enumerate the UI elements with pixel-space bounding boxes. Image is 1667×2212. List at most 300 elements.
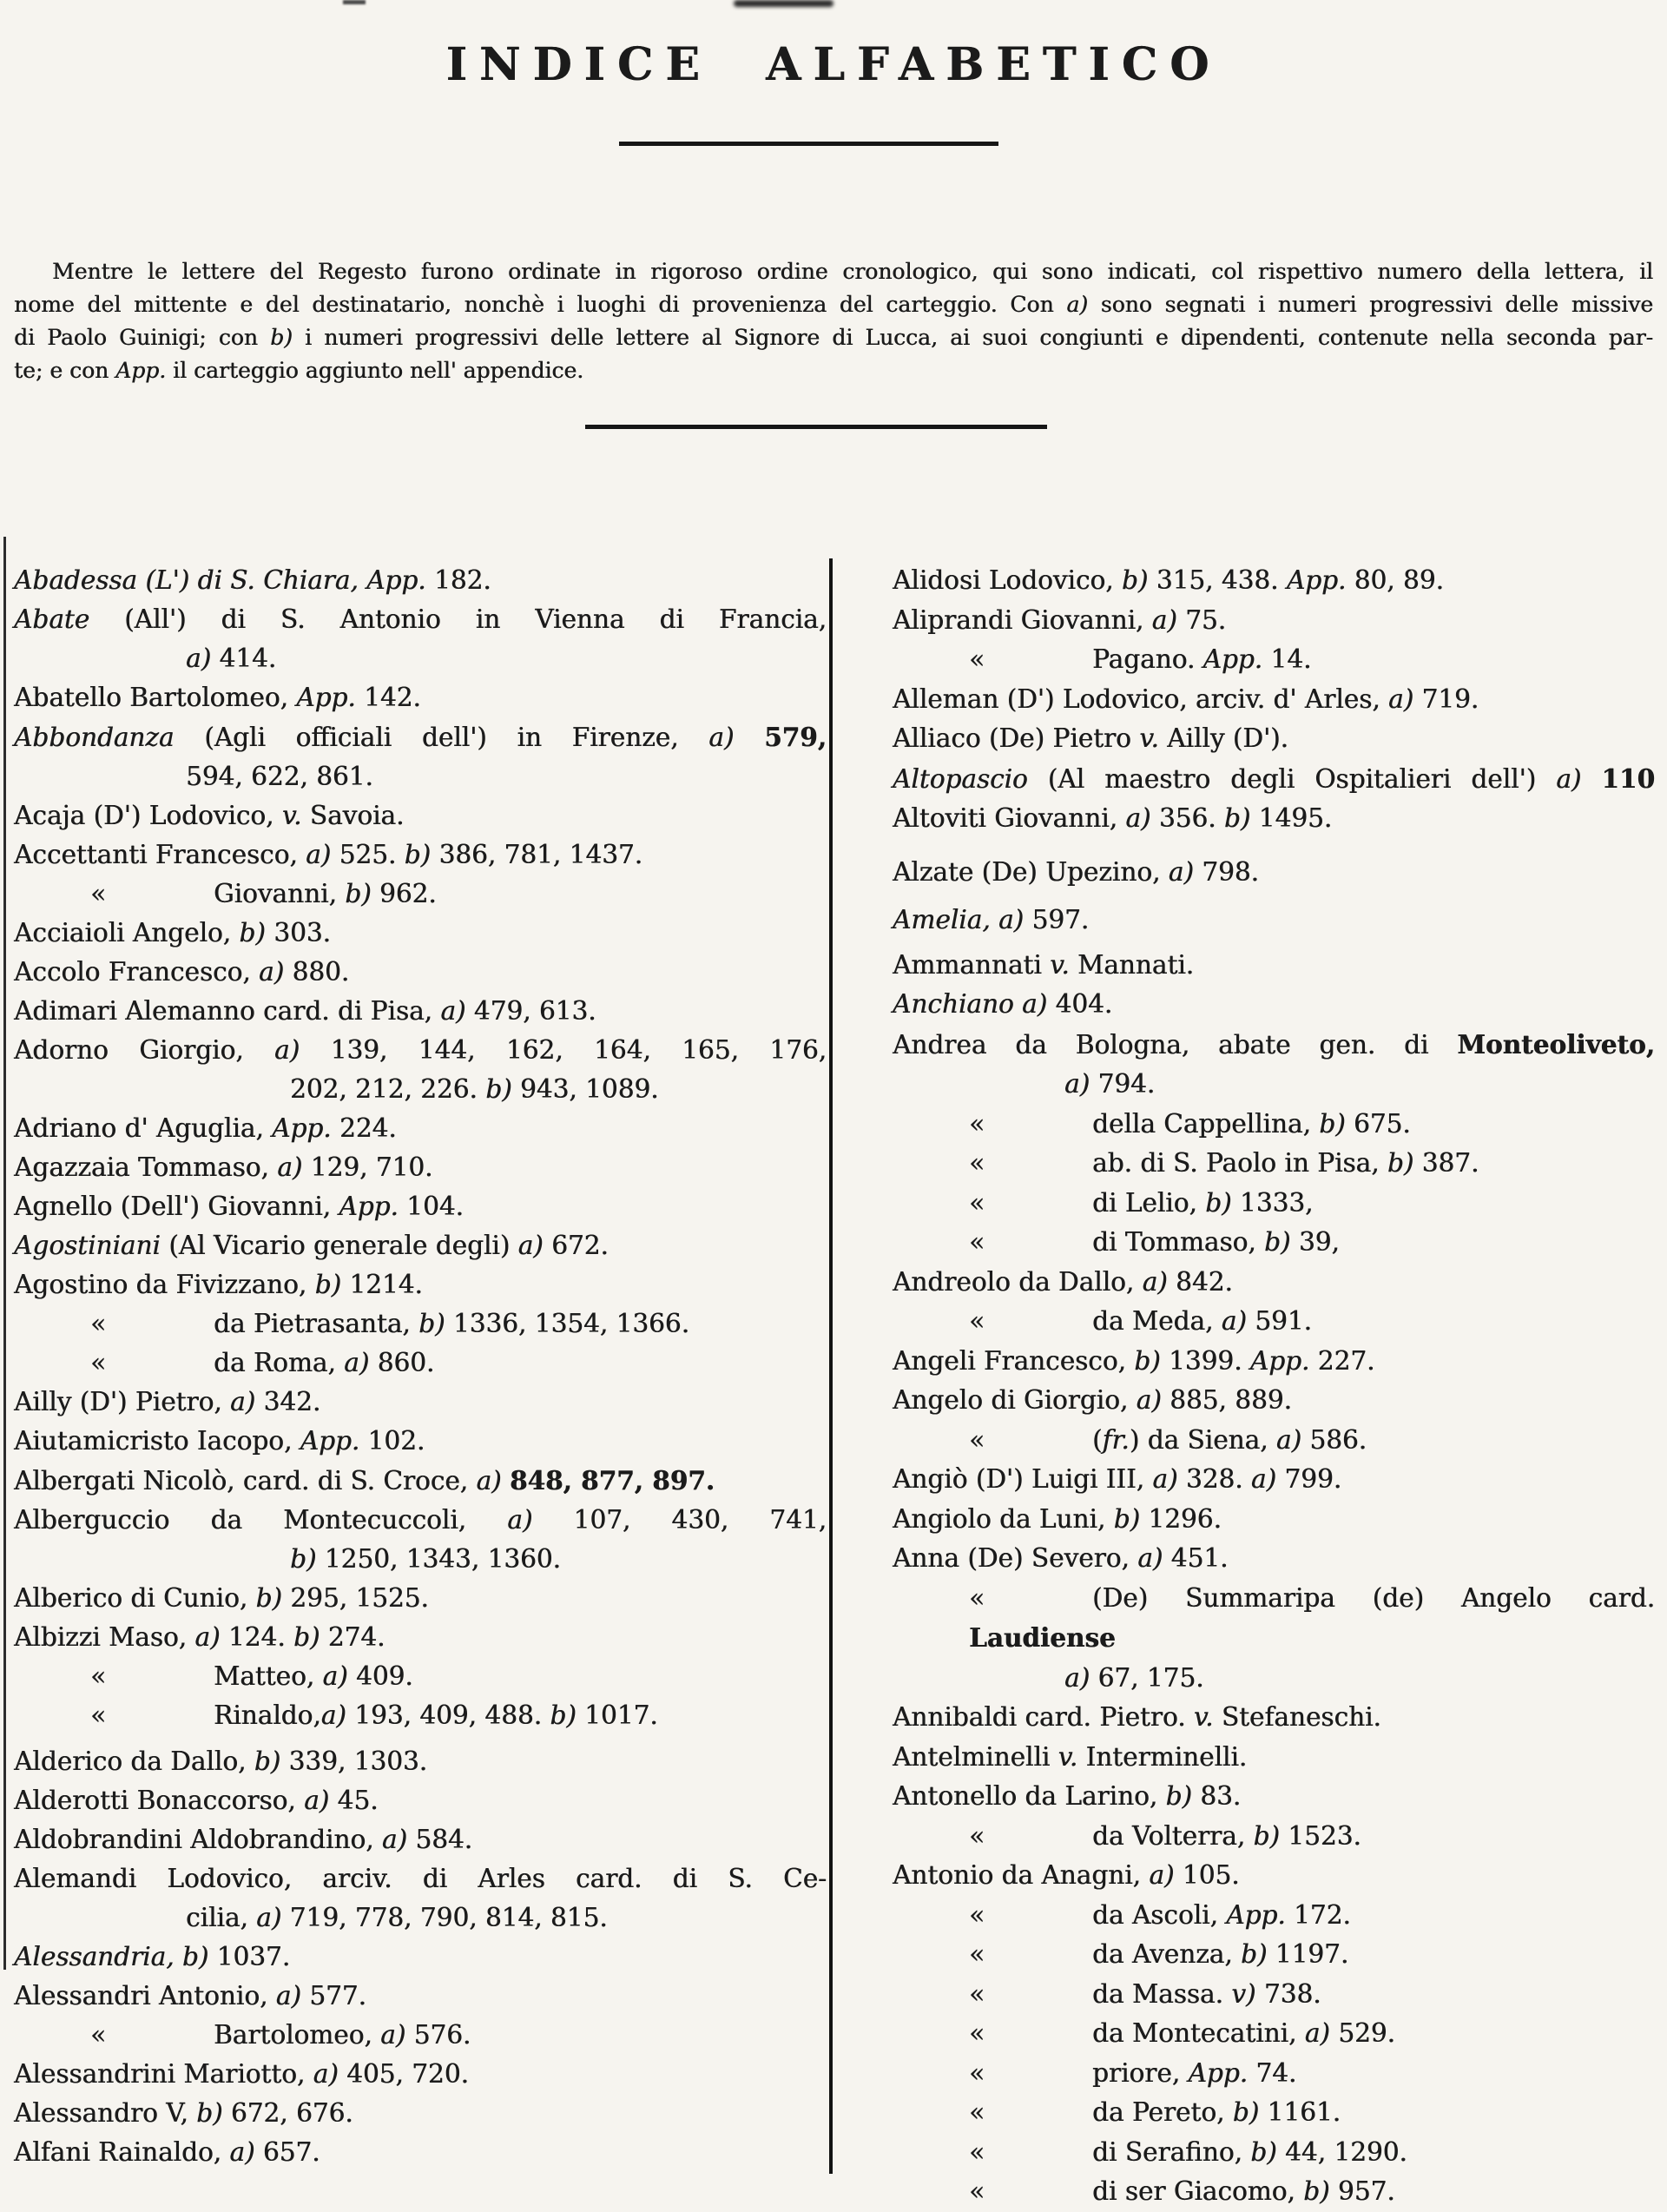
index-entry-line xyxy=(14,1977,827,2016)
text-segment: Alfani Rainaldo, xyxy=(14,2137,230,2167)
text-segment: 202, 212, 226. xyxy=(290,1074,486,1104)
text-segment: da Massa. xyxy=(1092,1978,1232,2009)
text-segment: Alessandrini Mariotto, xyxy=(14,2059,313,2089)
text-segment: Acciaioli Angelo, xyxy=(14,918,240,948)
text-segment: App. xyxy=(1286,565,1347,595)
text-segment: 597. xyxy=(1024,905,1090,934)
text-segment: 303. xyxy=(265,918,331,948)
text-segment: 584. xyxy=(407,1825,473,1854)
text-segment: Agazzaia Tommaso, xyxy=(14,1152,278,1182)
ditto-mark: « xyxy=(90,2020,107,2050)
ditto-mark: « xyxy=(969,2176,985,2206)
text-segment: Aliprandi Giovanni, xyxy=(893,604,1152,635)
text-segment: Alleman (D') Lodovico, arciv. d' Arles, xyxy=(893,683,1388,714)
text-segment: Adorno Giorgio, xyxy=(14,1035,275,1065)
text-segment: b) xyxy=(196,2098,223,2128)
text-segment: della Cappellina, xyxy=(1092,1108,1320,1139)
text-segment: 328. xyxy=(1177,1464,1251,1494)
text-segment: (Al Vicario generale degli) xyxy=(160,1231,518,1260)
text-segment: (De) Summaripa (de) Angelo card. xyxy=(1092,1582,1655,1613)
text-segment: v. xyxy=(1139,723,1159,753)
text-segment: 227. xyxy=(1309,1345,1375,1376)
scan-artifact xyxy=(343,0,366,4)
text-segment: Annibaldi card. Pietro. xyxy=(893,1702,1194,1732)
text-segment: sono segnati i numeri progressivi delle missive xyxy=(1088,292,1653,317)
text-segment: 110 xyxy=(1601,763,1655,794)
text-segment: 798. xyxy=(1193,856,1259,887)
text-segment: priore, xyxy=(1092,2057,1189,2088)
text-segment: b) xyxy=(550,1700,577,1730)
text-segment: 107, 430, 741, xyxy=(532,1505,827,1535)
text-segment: Mentre le lettere del Regesto furono ordinate in rigoroso ordine cronologico, qui sono indicati, col rispettivo numero della lettera, il xyxy=(52,259,1653,284)
index-entry-line xyxy=(893,1659,1655,1699)
text-segment: Aldobrandini Aldobrandino, xyxy=(14,1825,382,1854)
text-segment: Agostiniani xyxy=(14,1231,161,1260)
text-segment: fr. xyxy=(1102,1424,1130,1455)
text-segment: 39, xyxy=(1290,1227,1340,1257)
index-entry-line xyxy=(14,796,827,835)
text-segment: a) xyxy=(1137,1543,1163,1573)
index-entry-line xyxy=(14,1579,827,1618)
index-entry-line xyxy=(14,1898,827,1938)
index-entry-line xyxy=(893,946,1655,986)
index-entry-line xyxy=(14,1304,827,1344)
text-segment: Acaja (D') Lodovico, xyxy=(14,801,282,830)
text-segment: a) xyxy=(708,723,735,752)
text-segment: a) xyxy=(1556,763,1582,794)
text-segment: v. xyxy=(1050,949,1070,980)
ditto-mark: « xyxy=(969,1148,985,1178)
text-segment: 1336, 1354, 1366. xyxy=(445,1309,689,1338)
text-segment: a) xyxy=(380,2020,406,2050)
ditto-mark: « xyxy=(969,1978,985,2009)
text-segment: 719, 778, 790, 814, 815. xyxy=(281,1903,608,1932)
ditto-mark: « xyxy=(969,1108,985,1139)
text-segment: a) xyxy=(275,1981,301,2011)
intro-line xyxy=(14,288,1653,321)
index-entry-line xyxy=(893,1263,1655,1303)
ditto-mark: « xyxy=(90,1661,107,1691)
text-segment: b) xyxy=(270,325,293,350)
text-segment: 315, 438. xyxy=(1148,565,1287,595)
text-segment: Alessandri Antonio, xyxy=(14,1981,276,2011)
text-segment: v. xyxy=(1058,1741,1078,1772)
text-segment: 591. xyxy=(1246,1306,1312,1336)
index-entry-line xyxy=(14,1383,827,1422)
text-segment: 14. xyxy=(1262,644,1312,674)
text-segment: nome del mittente e del destinatario, nonchè i luoghi di provenienza del carteggio. Con xyxy=(14,292,1067,317)
text-segment: Alemandi Lodovico, arciv. di Arles card. di S. Ce- xyxy=(14,1864,827,1893)
text-segment: 885, 889. xyxy=(1161,1385,1292,1415)
index-entry-line xyxy=(893,2014,1655,2054)
ditto-mark: « xyxy=(90,1309,107,1338)
index-entry-line xyxy=(14,1461,827,1501)
text-segment: te; e con xyxy=(14,358,116,383)
text-segment: b) xyxy=(418,1309,445,1338)
text-segment: Antelminelli xyxy=(893,1741,1058,1772)
ditto-mark: « xyxy=(969,2057,985,2088)
index-entry-line xyxy=(893,1698,1655,1738)
text-segment: App. xyxy=(339,1192,399,1221)
text-segment: 80, 89. xyxy=(1346,565,1444,595)
text-segment: 848, 877, 897. xyxy=(509,1465,715,1496)
text-segment: Anchiano xyxy=(893,989,1014,1019)
text-segment: 414. xyxy=(211,644,277,673)
text-segment: b) xyxy=(1223,803,1251,833)
index-entry-line xyxy=(893,561,1655,601)
text-segment: a) xyxy=(1388,683,1414,714)
scan-artifact xyxy=(734,0,834,7)
text-segment: Albizzi Maso, xyxy=(14,1622,195,1652)
index-entry-line xyxy=(893,1342,1655,1382)
index-entry-line xyxy=(893,1421,1655,1461)
text-segment: a) xyxy=(381,1825,407,1854)
text-segment: 105. xyxy=(1174,1860,1240,1890)
text-segment: a) xyxy=(306,840,332,869)
index-entry-line xyxy=(14,561,827,600)
text-segment: b) xyxy=(255,1583,282,1613)
text-segment: a) xyxy=(322,1661,348,1691)
text-segment: 1296. xyxy=(1140,1503,1222,1534)
text-segment: a) xyxy=(1250,1464,1277,1494)
text-segment: a) xyxy=(1136,1385,1162,1415)
text-segment: a) xyxy=(1304,2018,1330,2048)
text-segment: di ser Giacomo, xyxy=(1092,2176,1304,2206)
text-segment: 342. xyxy=(255,1387,321,1416)
text-segment: 962. xyxy=(371,879,437,908)
text-segment: 1523. xyxy=(1279,1820,1361,1851)
text-segment: a) xyxy=(1275,1424,1301,1455)
text-segment: 738. xyxy=(1255,1978,1321,2009)
index-entry-line xyxy=(893,2054,1655,2094)
index-entry-line xyxy=(893,1025,1655,1066)
index-entry-line xyxy=(14,2094,827,2133)
text-segment: b) xyxy=(485,1074,512,1104)
index-entry-line xyxy=(14,1422,827,1461)
index-entry-line xyxy=(14,1742,827,1781)
column-divider xyxy=(829,558,833,2174)
text-segment: 1495. xyxy=(1250,803,1333,833)
text-segment: 75. xyxy=(1176,604,1227,635)
index-entry-line xyxy=(893,640,1655,680)
ditto-mark: « xyxy=(969,2018,985,2048)
index-entry-line xyxy=(14,835,827,875)
text-segment: 1214. xyxy=(340,1270,423,1299)
text-segment: il carteggio aggiunto nell' appendice. xyxy=(166,358,584,383)
text-segment: b) xyxy=(1134,1345,1161,1376)
index-entry-line xyxy=(893,2133,1655,2173)
text-segment: b) xyxy=(1113,1503,1140,1534)
text-segment: 124. xyxy=(220,1622,293,1652)
index-entry-line xyxy=(893,1856,1655,1896)
page-title: INDICE ALFABETICO xyxy=(445,38,1222,91)
text-segment: b) xyxy=(1205,1187,1232,1218)
text-segment: 1333, xyxy=(1231,1187,1314,1218)
text-segment: a) xyxy=(313,2059,339,2089)
text-segment: di Tommaso, xyxy=(1092,1227,1265,1257)
index-entry-line xyxy=(893,1302,1655,1342)
text-segment: 794. xyxy=(1090,1069,1156,1099)
text-segment: 139, 144, 162, 164, 165, 176, xyxy=(300,1035,827,1065)
text-segment: Antonello da Larino, xyxy=(893,1781,1166,1811)
text-segment: Angelo di Giorgio, xyxy=(893,1385,1137,1415)
text-segment: a) xyxy=(256,1903,282,1932)
text-segment: Alderotti Bonaccorso, xyxy=(14,1786,305,1815)
text-segment: Angiò (D') Luigi III, xyxy=(893,1464,1153,1494)
text-segment: da Roma, xyxy=(214,1348,345,1377)
text-segment: App. xyxy=(1188,2057,1248,2088)
text-segment: a) xyxy=(1064,1662,1090,1693)
text-segment: 586. xyxy=(1301,1424,1367,1455)
index-entry-line xyxy=(14,1344,827,1383)
index-entry-line xyxy=(14,992,827,1031)
ditto-mark: « xyxy=(969,1306,985,1336)
text-segment: 529. xyxy=(1329,2018,1395,2048)
text-segment: Anna (De) Severo, xyxy=(893,1543,1138,1573)
text-segment: Albergati Nicolò, card. di S. Croce, xyxy=(14,1466,477,1496)
index-entry-line xyxy=(14,639,827,678)
index-entry-line xyxy=(893,1500,1655,1540)
text-segment: b) xyxy=(290,1544,317,1574)
index-entry-line xyxy=(14,2055,827,2094)
text-segment: App. xyxy=(272,1113,332,1143)
text-segment: 957. xyxy=(1329,2176,1395,2206)
text-segment: ( xyxy=(1092,1424,1103,1455)
text-segment: 45. xyxy=(329,1786,379,1815)
text-segment: a) xyxy=(517,1231,544,1260)
text-segment: Bartolomeo, xyxy=(214,2020,381,2050)
index-entry-line xyxy=(893,2093,1655,2133)
index-entry-line xyxy=(14,1187,827,1226)
text-segment: Antonio da Anagni, xyxy=(893,1860,1150,1890)
index-entry-line xyxy=(893,2172,1655,2212)
text-segment: Savoia. xyxy=(301,801,405,830)
text-segment: Ailly (D') Pietro, xyxy=(14,1387,231,1416)
text-segment xyxy=(502,1466,510,1496)
text-segment: Adriano d' Aguglia, xyxy=(14,1113,273,1143)
text-segment: App. xyxy=(1202,644,1263,674)
index-entry-line xyxy=(14,1031,827,1070)
text-segment: 356. xyxy=(1150,803,1224,833)
text-segment: 386, 781, 1437. xyxy=(431,840,643,869)
text-segment xyxy=(1581,764,1601,794)
index-entry-line xyxy=(14,1226,827,1265)
text-segment: a) xyxy=(186,644,212,673)
ditto-mark: « xyxy=(90,879,107,908)
text-segment: Andrea da Bologna, abate gen. di xyxy=(893,1029,1458,1060)
text-segment: App. xyxy=(1249,1345,1310,1376)
index-entry-line xyxy=(893,799,1655,839)
text-segment: 525. xyxy=(331,840,405,869)
text-segment: (All') di S. Antonio in Vienna di Francia, xyxy=(89,604,827,634)
index-entry-line xyxy=(893,985,1655,1025)
text-segment: da Meda, xyxy=(1092,1306,1222,1336)
index-entry-line xyxy=(893,1065,1655,1105)
text-segment: Abbondanza xyxy=(14,723,175,752)
text-segment: Alidosi Lodovico, xyxy=(893,565,1122,595)
text-segment: 672, 676. xyxy=(222,2098,353,2128)
ditto-mark: « xyxy=(90,1700,107,1730)
text-segment: Alessandro V, xyxy=(14,2098,197,2128)
text-segment: Andreolo da Dallo, xyxy=(893,1266,1143,1297)
text-segment: a) xyxy=(1149,1860,1175,1890)
text-segment: Mannati. xyxy=(1069,949,1195,980)
index-entry-line xyxy=(14,1265,827,1304)
text-segment: b) xyxy=(254,1746,281,1776)
ditto-mark: « xyxy=(969,1227,985,1257)
index-entry-line xyxy=(14,1070,827,1109)
index-entry-line xyxy=(893,1738,1655,1778)
text-segment: 1161. xyxy=(1259,2097,1341,2127)
ditto-mark: « xyxy=(969,1820,985,1851)
text-segment: b) xyxy=(181,1942,209,1971)
text-segment: Rinaldo, xyxy=(214,1700,321,1730)
ditto-mark: « xyxy=(969,1424,985,1455)
index-column-right xyxy=(893,561,1655,2212)
text-segment: Agostino da Fivizzano, xyxy=(14,1270,315,1299)
scan-edge-line xyxy=(3,537,6,1970)
index-entry-line xyxy=(14,2016,827,2055)
text-segment: Adimari Alemanno card. di Pisa, xyxy=(14,996,441,1026)
text-segment: Agnello (Dell') Giovanni, xyxy=(14,1192,339,1221)
ditto-mark: « xyxy=(969,644,985,674)
index-entry-line xyxy=(893,719,1655,759)
index-entry-line xyxy=(893,1777,1655,1817)
index-entry-line xyxy=(893,601,1655,641)
text-segment: 295, 1525. xyxy=(281,1583,429,1613)
text-segment: Alliaco (De) Pietro xyxy=(893,723,1140,753)
text-segment: 142. xyxy=(355,683,421,712)
text-segment: 880. xyxy=(284,957,350,987)
text-segment: b) xyxy=(1253,1820,1280,1851)
index-entry-line xyxy=(14,1501,827,1540)
text-segment: 193, 409, 488. xyxy=(346,1700,550,1730)
text-segment: 675. xyxy=(1345,1108,1411,1139)
text-segment: 339, 1303. xyxy=(280,1746,428,1776)
text-segment: Laudiense xyxy=(969,1622,1116,1653)
text-segment: Altoviti Giovanni, xyxy=(893,803,1126,833)
text-segment: a) xyxy=(230,1387,256,1416)
text-segment: 83. xyxy=(1191,1781,1242,1811)
text-segment: a) xyxy=(1125,803,1151,833)
intro-line xyxy=(14,321,1653,354)
index-entry-line xyxy=(14,2133,827,2172)
text-segment: b) xyxy=(1264,1227,1291,1257)
text-segment: 479, 613. xyxy=(465,996,596,1026)
index-entry-line xyxy=(893,759,1655,800)
text-segment: da Avenza, xyxy=(1092,1939,1241,1969)
index-entry-line xyxy=(14,1109,827,1148)
text-segment: 842. xyxy=(1167,1266,1233,1297)
text-segment: i numeri progressivi delle lettere al Signore di Lucca, ai suoi congiunti e dipendenti, contenute nella seconda par- xyxy=(292,325,1653,350)
text-segment: Accettanti Francesco, xyxy=(14,840,306,869)
text-segment: Alderico da Dallo, xyxy=(14,1746,254,1776)
text-segment: a) xyxy=(476,1466,502,1496)
text-segment: 451. xyxy=(1163,1543,1229,1573)
text-segment: 943, 1089. xyxy=(511,1074,659,1104)
text-segment: b) xyxy=(293,1622,320,1652)
text-segment: Abatello Bartolomeo, xyxy=(14,683,297,712)
text-segment: a) xyxy=(259,957,285,987)
text-segment: Alberguccio da Montecuccoli, xyxy=(14,1505,508,1535)
text-segment: Abadessa (L') di S. Chiara, App. xyxy=(14,565,426,595)
text-segment: a) xyxy=(277,1152,303,1182)
text-segment: a) xyxy=(304,1786,330,1815)
index-entry-line xyxy=(893,1184,1655,1224)
text-segment: 594, 622, 861. xyxy=(186,762,373,791)
text-segment: 657. xyxy=(254,2137,320,2167)
index-entry-line xyxy=(893,1579,1655,1659)
text-segment: da Ascoli, xyxy=(1092,1899,1227,1930)
text-segment: b) xyxy=(1240,1939,1268,1969)
index-entry-line xyxy=(893,1539,1655,1579)
horizontal-rule xyxy=(619,142,998,146)
index-entry-line xyxy=(14,1859,827,1898)
index-column-left xyxy=(14,561,827,2172)
index-entry-line xyxy=(893,1975,1655,2015)
text-segment: App. xyxy=(115,358,167,383)
text-segment: Pagano. xyxy=(1092,644,1203,674)
text-segment: 1037. xyxy=(208,1942,291,1971)
text-segment: di Paolo Guinigi; con xyxy=(14,325,271,350)
horizontal-rule xyxy=(585,425,1047,429)
ditto-mark: « xyxy=(969,1187,985,1218)
text-segment: cilia, xyxy=(186,1903,257,1932)
index-entry-line xyxy=(14,757,827,796)
text-segment: 1250, 1343, 1360. xyxy=(316,1544,561,1574)
text-segment: Stefaneschi. xyxy=(1213,1702,1381,1732)
index-entry-line xyxy=(893,901,1655,941)
text-segment: (Al maestro degli Ospitalieri dell') xyxy=(1027,763,1557,794)
text-segment: v) xyxy=(1231,1978,1256,2009)
text-segment: Monteoliveto, xyxy=(1457,1028,1655,1060)
text-segment: 274. xyxy=(320,1622,385,1652)
text-segment: App. xyxy=(1226,1899,1286,1930)
text-segment: 74. xyxy=(1247,2057,1297,2088)
text-segment: b) xyxy=(1232,2097,1260,2127)
text-segment: da Pietrasanta, xyxy=(214,1309,419,1338)
text-segment: v. xyxy=(1193,1702,1214,1732)
index-entry-line xyxy=(893,1223,1655,1263)
intro-line xyxy=(14,255,1653,288)
text-segment: 224. xyxy=(331,1113,397,1143)
text-segment: da Pereto, xyxy=(1092,2097,1233,2127)
index-entry-line xyxy=(893,853,1655,893)
ditto-mark: « xyxy=(969,1899,985,1930)
text-segment: Giovanni, xyxy=(214,879,346,908)
text-segment: 799. xyxy=(1276,1464,1342,1494)
text-segment: Abate xyxy=(14,604,90,634)
intro-paragraph xyxy=(14,255,1653,387)
text-segment: 860. xyxy=(369,1348,435,1377)
text-segment: Angiolo da Luni, xyxy=(893,1503,1114,1534)
text-segment: a) xyxy=(344,1348,370,1377)
text-segment: b) xyxy=(1387,1148,1414,1178)
index-entry-line xyxy=(14,1696,827,1735)
index-entry-line xyxy=(14,1781,827,1820)
text-segment: 104. xyxy=(398,1192,464,1221)
text-segment: a) xyxy=(1142,1266,1168,1297)
text-segment: 172. xyxy=(1285,1899,1351,1930)
text-segment: 1197. xyxy=(1267,1939,1349,1969)
text-segment: a) xyxy=(998,905,1025,934)
text-segment: b) xyxy=(1319,1108,1346,1139)
ditto-mark: « xyxy=(969,1939,985,1969)
text-segment: 1017. xyxy=(576,1700,658,1730)
index-entry-line xyxy=(14,1820,827,1859)
text-segment: Accolo Francesco, xyxy=(14,957,259,987)
index-entry-line xyxy=(14,717,827,757)
